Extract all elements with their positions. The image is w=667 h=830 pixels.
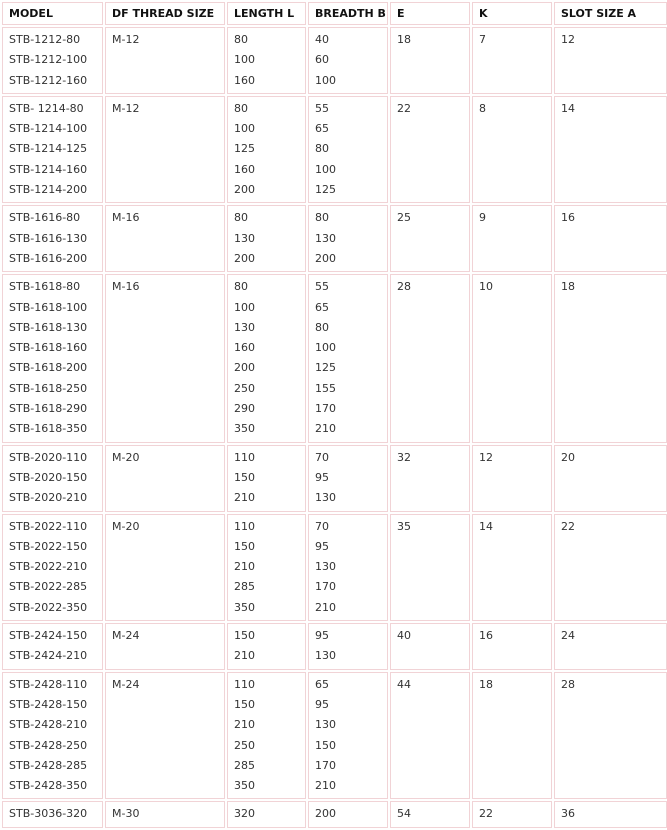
model-value: STB-1618-160 [9, 341, 88, 355]
slot-size-cell [554, 27, 667, 94]
slot-size-cell-value: 36 [561, 807, 575, 821]
model-value: STB-2428-110 [9, 677, 88, 691]
thread-size-cell-value: M-12 [112, 33, 140, 46]
breadth-value: 60 [315, 53, 329, 67]
k-cell [472, 96, 552, 203]
table-row [2, 623, 667, 670]
e-cell-value: 54 [397, 807, 411, 821]
length-value: 150 [234, 629, 255, 643]
model-value: STB-1214-125 [9, 142, 88, 156]
model-value: STB-1618-100 [9, 300, 88, 314]
thread-size-cell-value: M-20 [112, 450, 140, 464]
e-cell [390, 205, 470, 272]
breadth-value: 210 [315, 600, 336, 614]
thread-size-cell [105, 672, 225, 800]
k-cell-value: 12 [479, 450, 493, 464]
model-cell [2, 205, 103, 272]
col-header-thread-size: DF THREAD SIZE [105, 2, 225, 25]
breadth-value: 100 [315, 162, 336, 176]
length-value: 150 [234, 539, 255, 553]
model-cell [2, 672, 103, 800]
table-row [2, 205, 667, 272]
breadth-cell [308, 514, 388, 621]
breadth-value: 170 [315, 402, 336, 416]
table-row [2, 801, 667, 827]
model-value: STB-1214-200 [9, 183, 88, 197]
length-value: 160 [234, 73, 255, 87]
breadth-value: 155 [315, 381, 336, 395]
e-cell [390, 445, 470, 512]
breadth-value: 95 [315, 470, 329, 484]
model-value: STB-3036-320 [9, 807, 88, 821]
length-value: 80 [234, 101, 248, 115]
model-value: STB-2022-150 [9, 539, 88, 553]
breadth-value: 95 [315, 539, 329, 553]
breadth-value: 55 [315, 101, 329, 115]
model-cell [2, 514, 103, 621]
model-cell [2, 445, 103, 512]
model-cell [2, 96, 103, 203]
breadth-value: 130 [315, 231, 336, 245]
thread-size-cell [105, 801, 225, 827]
thread-size-cell-value: M-20 [112, 519, 140, 533]
breadth-cell [308, 205, 388, 272]
model-cell [2, 27, 103, 94]
e-cell [390, 801, 470, 827]
length-value: 110 [234, 450, 255, 464]
model-value: STB-1212-80 [9, 33, 81, 46]
length-value: 150 [234, 697, 255, 711]
e-cell [390, 96, 470, 203]
length-value: 130 [234, 320, 255, 334]
breadth-cell [308, 274, 388, 442]
model-cell [2, 801, 103, 827]
length-value: 80 [234, 211, 248, 225]
length-value: 320 [234, 807, 255, 821]
model-value: STB-2428-150 [9, 697, 88, 711]
model-value: STB-1618-80 [9, 280, 81, 294]
slot-size-cell [554, 274, 667, 442]
breadth-cell [308, 96, 388, 203]
model-value: STB-2424-210 [9, 649, 88, 663]
length-value: 100 [234, 300, 255, 314]
e-cell [390, 514, 470, 621]
breadth-value: 80 [315, 142, 329, 156]
breadth-value: 170 [315, 758, 336, 772]
k-cell-value: 14 [479, 519, 493, 533]
thread-size-cell [105, 445, 225, 512]
e-cell-value: 28 [397, 280, 411, 294]
slot-size-cell-value: 14 [561, 101, 575, 115]
length-value: 100 [234, 53, 255, 67]
e-cell-value: 44 [397, 677, 411, 691]
breadth-value: 65 [315, 677, 329, 691]
breadth-value: 210 [315, 779, 336, 793]
slot-size-cell-value: 24 [561, 629, 575, 643]
length-value: 350 [234, 422, 255, 436]
breadth-value: 100 [315, 341, 336, 355]
length-cell [227, 801, 306, 827]
breadth-value: 130 [315, 718, 336, 732]
e-cell [390, 274, 470, 442]
slot-size-cell [554, 672, 667, 800]
breadth-value: 40 [315, 33, 329, 46]
breadth-cell [308, 27, 388, 94]
thread-size-cell-value: M-16 [112, 280, 140, 294]
e-cell [390, 27, 470, 94]
length-cell [227, 514, 306, 621]
model-value: STB-2022-285 [9, 580, 88, 594]
breadth-value: 95 [315, 629, 329, 643]
model-value: STB-2424-150 [9, 629, 88, 643]
breadth-value: 170 [315, 580, 336, 594]
k-cell [472, 623, 552, 670]
slot-size-cell-value: 22 [561, 519, 575, 533]
model-value: STB-1618-250 [9, 381, 88, 395]
slot-size-cell [554, 445, 667, 512]
breadth-value: 95 [315, 697, 329, 711]
length-value: 290 [234, 402, 255, 416]
breadth-value: 65 [315, 122, 329, 136]
model-value: STB-1212-100 [9, 53, 88, 67]
model-value: STB-1214-100 [9, 122, 88, 136]
k-cell [472, 801, 552, 827]
k-cell [472, 514, 552, 621]
length-value: 160 [234, 341, 255, 355]
k-cell [472, 27, 552, 94]
col-header-model: MODEL [2, 2, 103, 25]
model-value: STB-2020-150 [9, 470, 88, 484]
e-cell-value: 32 [397, 450, 411, 464]
thread-size-cell-value: M-24 [112, 629, 140, 643]
slot-size-cell [554, 96, 667, 203]
length-cell [227, 274, 306, 442]
slot-size-cell-value: 16 [561, 211, 575, 225]
breadth-cell [308, 672, 388, 800]
length-value: 200 [234, 251, 255, 265]
model-value: STB-2022-110 [9, 519, 88, 533]
length-value: 100 [234, 122, 255, 136]
table-body [2, 27, 667, 828]
breadth-value: 130 [315, 560, 336, 574]
model-value: STB-2428-250 [9, 738, 88, 752]
length-value: 210 [234, 718, 255, 732]
col-header-breadth: BREADTH B [308, 2, 388, 25]
thread-size-cell [105, 274, 225, 442]
thread-size-cell [105, 96, 225, 203]
slot-size-cell [554, 801, 667, 827]
e-cell-value: 25 [397, 211, 411, 225]
e-cell-value: 40 [397, 629, 411, 643]
slot-size-cell-value: 28 [561, 677, 575, 691]
thread-size-cell [105, 514, 225, 621]
col-header-k: K [472, 2, 552, 25]
length-value: 160 [234, 162, 255, 176]
table-row [2, 672, 667, 800]
k-cell-value: 8 [479, 101, 486, 115]
e-cell-value: 22 [397, 101, 411, 115]
col-header-length: LENGTH L [227, 2, 306, 25]
model-value: STB-2428-285 [9, 758, 88, 772]
breadth-value: 200 [315, 251, 336, 265]
slot-size-cell-value: 18 [561, 280, 575, 294]
length-value: 285 [234, 580, 255, 594]
col-header-slot-size: SLOT SIZE A [554, 2, 667, 25]
length-value: 200 [234, 361, 255, 375]
breadth-value: 80 [315, 320, 329, 334]
length-cell [227, 205, 306, 272]
breadth-value: 100 [315, 73, 336, 87]
length-cell [227, 27, 306, 94]
k-cell [472, 672, 552, 800]
breadth-value: 130 [315, 491, 336, 505]
length-value: 150 [234, 470, 255, 484]
table-row [2, 514, 667, 621]
breadth-value: 80 [315, 211, 329, 225]
breadth-cell [308, 445, 388, 512]
model-value: STB-2022-350 [9, 600, 88, 614]
k-cell-value: 9 [479, 211, 486, 225]
length-value: 285 [234, 758, 255, 772]
length-value: 350 [234, 779, 255, 793]
slot-size-cell-value: 12 [561, 33, 575, 46]
slot-size-cell [554, 205, 667, 272]
model-value: STB-1212-160 [9, 73, 88, 87]
thread-size-cell [105, 623, 225, 670]
thread-size-cell-value: M-16 [112, 211, 140, 225]
length-value: 210 [234, 649, 255, 663]
length-value: 250 [234, 381, 255, 395]
model-value: STB-1618-130 [9, 320, 88, 334]
thread-size-cell-value: M-30 [112, 807, 140, 821]
length-value: 125 [234, 142, 255, 156]
model-value: STB-1616-130 [9, 231, 88, 245]
model-value: STB- 1214-80 [9, 101, 84, 115]
length-cell [227, 96, 306, 203]
breadth-value: 210 [315, 422, 336, 436]
length-value: 80 [234, 33, 248, 46]
e-cell-value: 35 [397, 519, 411, 533]
length-value: 200 [234, 183, 255, 197]
breadth-value: 200 [315, 807, 336, 821]
k-cell-value: 22 [479, 807, 493, 821]
slot-size-cell [554, 623, 667, 670]
length-value: 210 [234, 491, 255, 505]
thread-size-cell-value: M-12 [112, 101, 140, 115]
length-value: 210 [234, 560, 255, 574]
thread-size-cell-value: M-24 [112, 677, 140, 691]
e-cell [390, 672, 470, 800]
model-value: STB-1616-200 [9, 251, 88, 265]
model-value: STB-2020-210 [9, 491, 88, 505]
breadth-cell [308, 623, 388, 670]
model-value: STB-2022-210 [9, 560, 88, 574]
breadth-value: 130 [315, 649, 336, 663]
length-cell [227, 623, 306, 670]
e-cell-value: 18 [397, 33, 411, 46]
table-row [2, 445, 667, 512]
slot-size-cell [554, 514, 667, 621]
table-row [2, 27, 667, 94]
length-value: 130 [234, 231, 255, 245]
breadth-value: 55 [315, 280, 329, 294]
table-row [2, 274, 667, 442]
k-cell-value: 10 [479, 280, 493, 294]
model-cell [2, 274, 103, 442]
model-value: STB-1618-200 [9, 361, 88, 375]
k-cell [472, 274, 552, 442]
model-value: STB-2428-350 [9, 779, 88, 793]
header-row [2, 2, 667, 25]
breadth-value: 65 [315, 300, 329, 314]
thread-size-cell [105, 27, 225, 94]
breadth-value: 70 [315, 450, 329, 464]
slot-size-cell-value: 20 [561, 450, 575, 464]
model-value: STB-1214-160 [9, 162, 88, 176]
col-header-e: E [390, 2, 470, 25]
length-value: 80 [234, 280, 248, 294]
length-value: 110 [234, 677, 255, 691]
k-cell-value: 18 [479, 677, 493, 691]
breadth-value: 150 [315, 738, 336, 752]
model-value: STB-2020-110 [9, 450, 88, 464]
thread-size-cell [105, 205, 225, 272]
length-value: 110 [234, 519, 255, 533]
e-cell [390, 623, 470, 670]
k-cell-value: 16 [479, 629, 493, 643]
model-value: STB-1618-290 [9, 402, 88, 416]
length-value: 350 [234, 600, 255, 614]
length-cell [227, 445, 306, 512]
model-value: STB-2428-210 [9, 718, 88, 732]
length-value: 250 [234, 738, 255, 752]
k-cell-value: 7 [479, 33, 486, 46]
model-cell [2, 623, 103, 670]
breadth-value: 70 [315, 519, 329, 533]
model-value: STB-1618-350 [9, 422, 88, 436]
table-row [2, 96, 667, 203]
breadth-cell [308, 801, 388, 827]
model-value: STB-1616-80 [9, 211, 81, 225]
breadth-value: 125 [315, 183, 336, 197]
breadth-value: 125 [315, 361, 336, 375]
k-cell [472, 205, 552, 272]
length-cell [227, 672, 306, 800]
k-cell [472, 445, 552, 512]
